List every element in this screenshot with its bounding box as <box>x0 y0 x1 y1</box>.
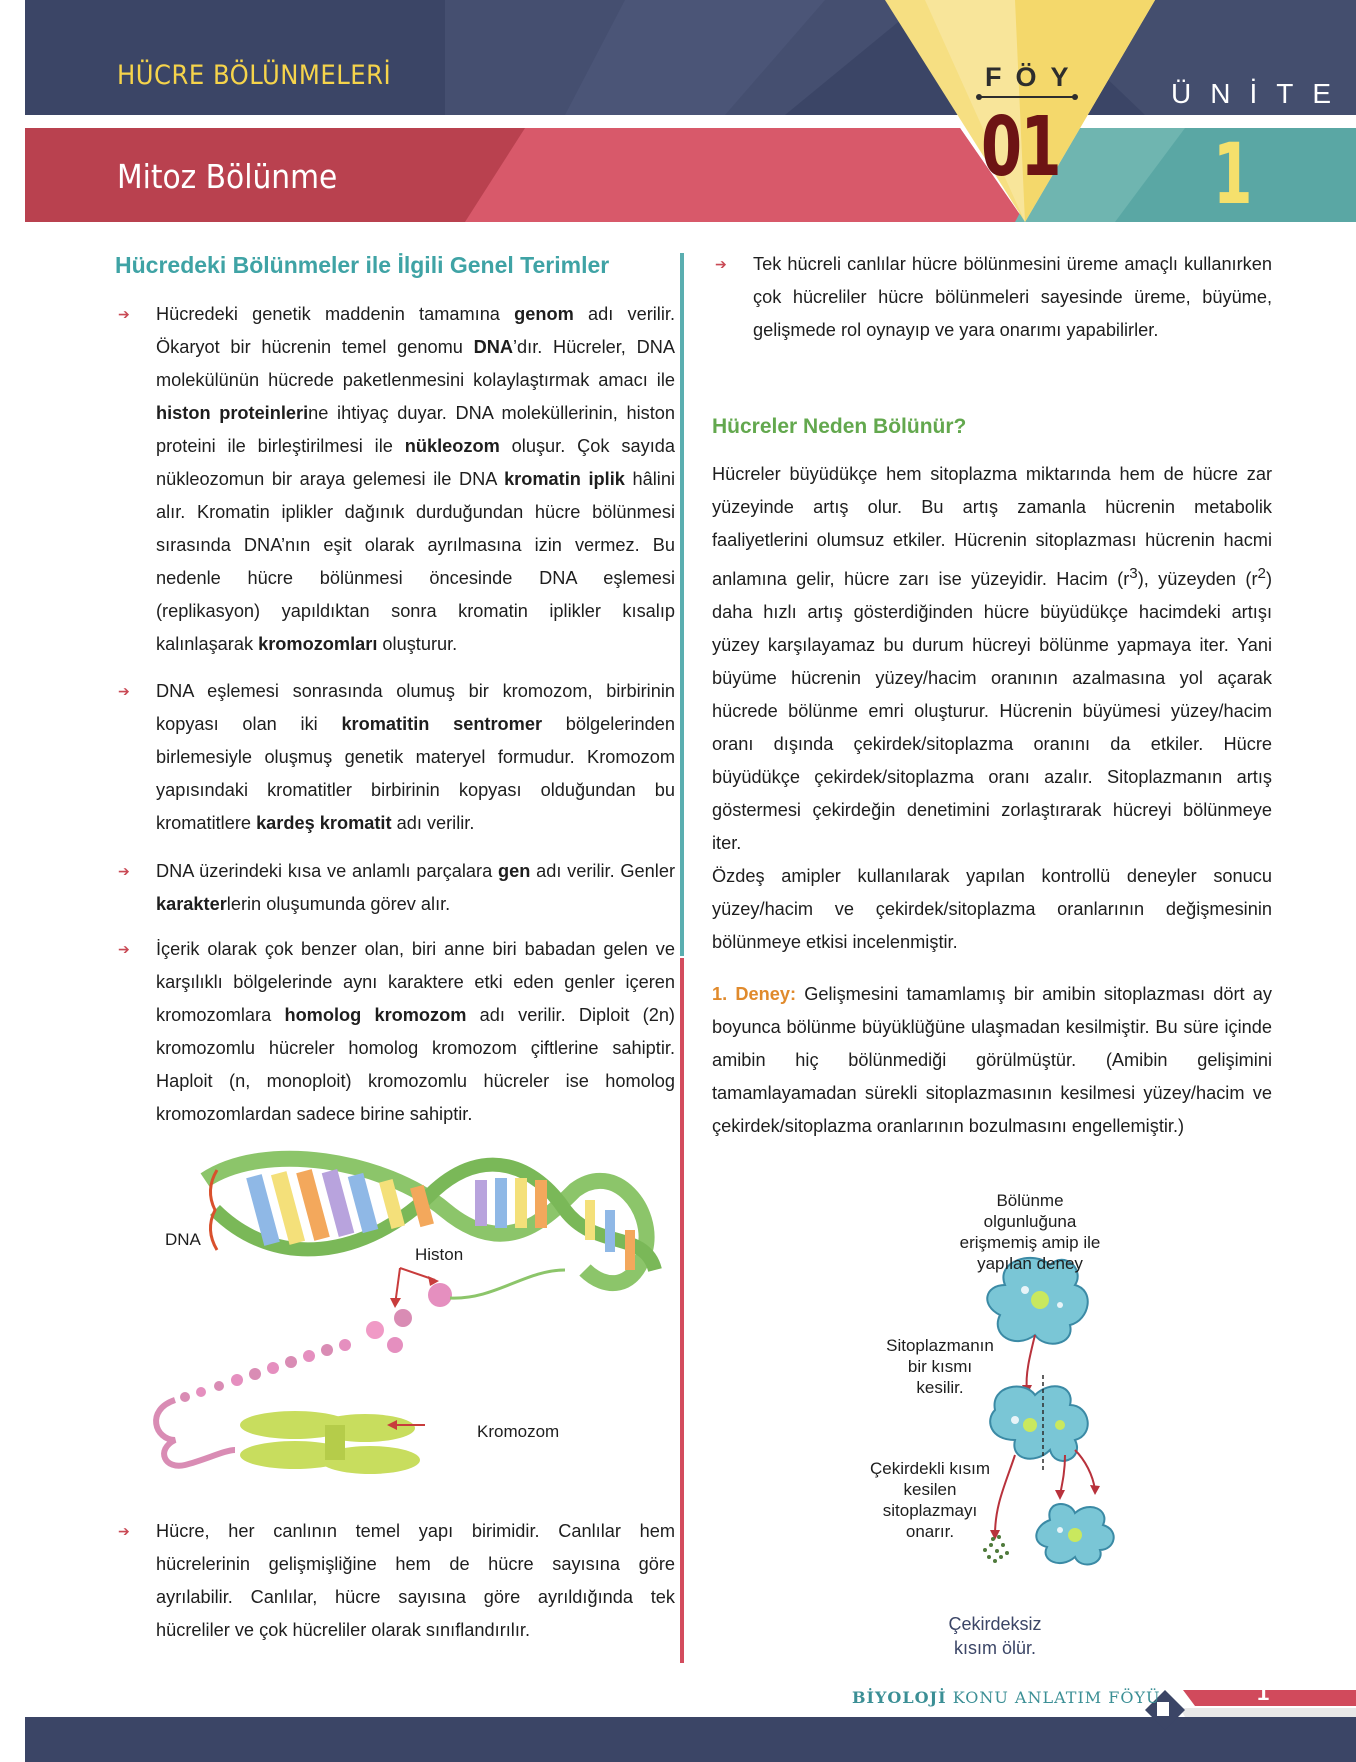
left-bullet-5: ➔ Hücre, her canlının temel yapı birimidir. Canlılar hem hücrelerinin gelişmişliğine hem de hücre sayısına göre ayrılabilir. Canlılar, hücre sayısına göre ayrıldığında tek hücreliler ve çok hücreliler olarak sınıflandırılır. <box>115 1515 675 1647</box>
foy-label: FÖY <box>985 62 1083 92</box>
left-bullet-3: ➔ DNA üzerindeki kısa ve anlamlı parçalara gen adı verilir. Genler karakterlerin oluşumunda görev alır. <box>115 855 675 921</box>
right-para-2: Özdeş amipler kullanılarak yapılan kontrollü deneyler sonucu yüzey/hacim ve çekirdek/sitoplazma oranlarının değişmesinin bölünmeye etkisi incelenmiştir. <box>712 866 1272 953</box>
left-bullet-2: ➔ DNA eşlemesi sonrasında olumuş bir kromozom, birbirinin kopyası olan iki kromatitin sentromer bölgelerinden birlemesiyle oluşmuş genetik materyel formudur. Kromozom yapısındaki kromatitler birbirinin kopyası olduğundan bu kromatitlere kardeş kromatit adı verilir. <box>115 675 675 840</box>
foy-number: 01 <box>981 100 1060 195</box>
amoeba-dies-label: Çekirdeksiz kısım ölür. <box>948 1614 1042 1658</box>
page-number: 1 <box>1257 1680 1270 1705</box>
arrow-icon: ➔ <box>715 256 727 272</box>
chromosome <box>240 1411 420 1474</box>
right-bullet-1: ➔ Tek hücreli canlılar hücre bölünmesini üreme amaçlı kullanırken çok hücreliler hücre bölünmeleri sayesinde üreme, büyüme, gelişmede rol oynayıp ve yara onarımı yapabilirler. <box>712 248 1272 347</box>
left-bullet-1: ➔ Hücredeki genetik maddenin tamamına genom adı verilir. Ökaryot bir hücrenin temel genomu DNA’dır. Hücreler, DNA molekülünün hücrede paketlenmesini kolaylaştırmak amacı ile histon proteinlerine ihtiyaç duyar. DNA moleküllerinin, histon proteini ile birleştirilmesi ile nükleozom oluşur. Çok sayıda nükleozomun bir araya gelemesi ile DNA kromatin iplik hâlini alır. Kromatin iplikler dağınık durduğundan hücre bölünmesi sırasında DNA’nın eşit olarak ayrılmasına izin vermez. Bu nedenle hücre bölünmesi öncesinde DNA eşlemesi (replikasyon) yapıldıktan sonra kromatin iplikler kısalıp kalınlaşarak kromozomları oluşturur. <box>115 298 675 661</box>
arrow-icon: ➔ <box>118 683 130 699</box>
dna-chromosome-figure <box>145 1150 665 1500</box>
right-heading-wrap <box>712 415 1272 439</box>
right-para-1: Hücreler büyüdükçe hem sitoplazma miktarında hem de hücre zar yüzeyinde artış olur. Bu artış zamanla hücrenin metabolik faaliyetlerini olumsuz etkiler. Hücrenin sitoplazması hücrenin hacmi anlamına gelir, hücre zarı ise yüzeyidir. Hacim $(r^3)$, yüzeyden $(r^2)$ daha hızlı artış gösterdiğinden hücre büyüdükçe hacimdeki artışı yüzey karşılayamaz bu durum hücreyi bölünme yapmaya iter. Yani büyüme hücrenin yüzey/hacim oranının azalmasına yol açarak hücrede bölünme emri oluşturur. Hücrenin büyümesi yüzey/hacim oranı dışında çekirdek/sitoplazma oranını da etkiler. Hücre büyüdükçe çekirdek/sitoplazma oranı azalır. Sitoplazmanın artış göstermesi çekirdeğin denetimini zorlaştırarak hücreyi bölünmeye iter. Özdeş amipler kullanılarak yapılan kontrollü deneyler sonucu yüzey/hacim ve çekirdek/sitoplazma oranlarının değişmesinin bölünmeye etkisi incelenmiştir. <box>712 458 1272 959</box>
document-page <box>25 0 1356 1762</box>
amoeba-3 <box>1036 1504 1113 1564</box>
amoeba-repair-label: Çekirdekli kısım kesilen sitoplazmayı onarır. <box>870 1459 990 1541</box>
arrow-icon: ➔ <box>118 1523 130 1539</box>
nucleosomes <box>180 1283 452 1402</box>
deney-label: 1. Deney: <box>712 984 797 1004</box>
arrow-icon: ➔ <box>118 941 130 957</box>
amoeba-experiment-figure <box>965 1245 1165 1625</box>
section-heading: Hücredeki Bölünmeler ile İlgili Genel Terimler <box>115 252 610 278</box>
kromozom-label: Kromozom <box>477 1422 560 1441</box>
section-title: HÜCRE BÖLÜNMELERİ <box>117 60 392 91</box>
why-divide-heading: Hücreler Neden Bölünür? <box>712 415 967 438</box>
histon-label: Histon <box>415 1245 464 1264</box>
footer-brand: BİYOLOJİ KONU ANLATIM FÖYÜ <box>852 1688 1161 1707</box>
column-divider-top <box>680 253 684 956</box>
amoeba-top-label: Bölünme olgunluğuna erişmemiş amip ile yapılan deney <box>959 1191 1101 1273</box>
dna-label: DNA <box>165 1230 201 1249</box>
left-column <box>115 252 675 279</box>
deney-1: 1. Deney: Gelişmesini tamamlamış bir amibin sitoplazması dört ay boyunca bölünme büyüklüğüne ulaşmadan kesilmiştir. Bu süre içinde amibin hiç bölünmediği görülmüştür. (Amibin gelişimini tamamlayamadan sürekli sitoplazmasının kesilmesi yüzey/hacim ve çekirdek/sitoplazma oranlarının bozulmasını engellemiştir.) <box>712 984 1272 1136</box>
left-bullet-4: ➔ İçerik olarak çok benzer olan, biri anne biri babadan gelen ve karşılıklı bölgelerinde aynı karaktere etki eden genler içeren kromozomlara homolog kromozom adı verilir. Diploit (2n) kromozomlu hücreler homolog kromozom çiftlerine sahiptir. Haploit (n, monoploit) kromozomlu hücreler ise homolog kromozomlardan sadece birine sahiptir. <box>115 933 675 1131</box>
unite-label: ÜNİTE <box>1171 78 1350 109</box>
arrow-icon: ➔ <box>118 306 130 322</box>
page-subtitle: Mitoz Bölünme <box>117 157 338 196</box>
unite-number: 1 <box>1213 125 1253 223</box>
column-divider-bottom <box>680 958 684 1663</box>
arrow-icon: ➔ <box>118 863 130 879</box>
amoeba-cut-label: Sitoplazmanın bir kısmı kesilir. <box>886 1336 994 1397</box>
